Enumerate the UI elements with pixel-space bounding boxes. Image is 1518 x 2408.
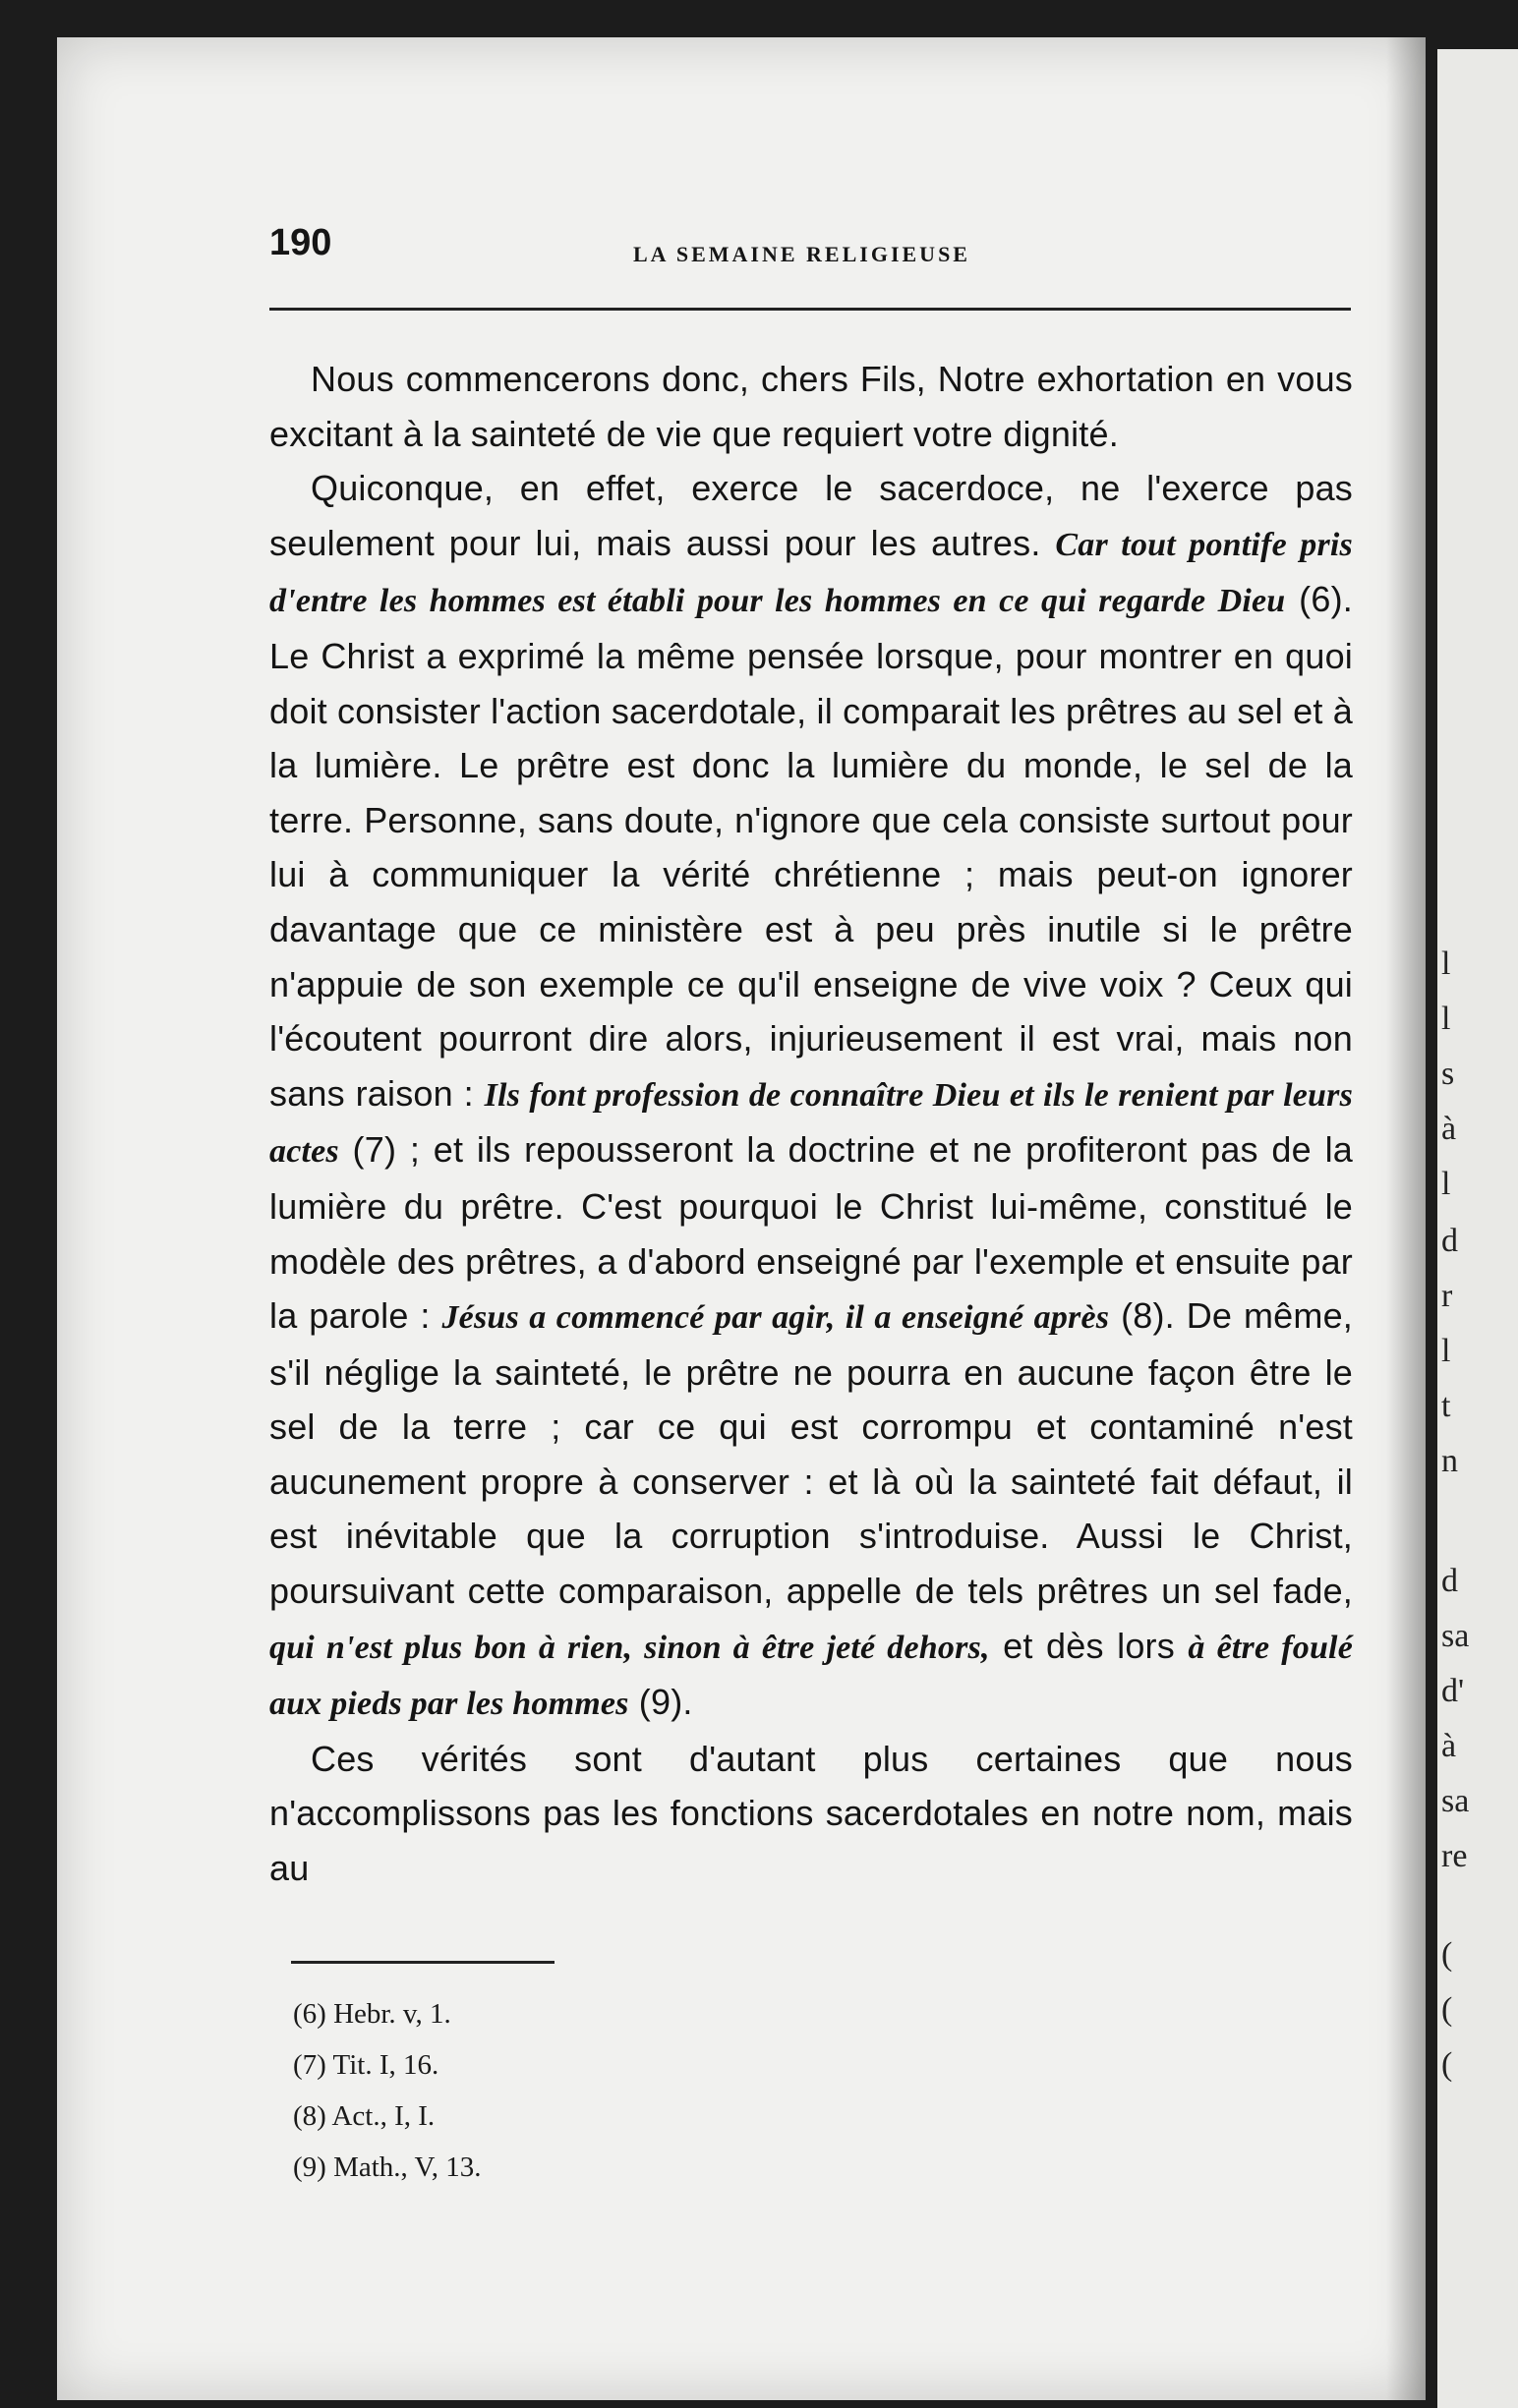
text-run: (8). De même, s'il néglige la sainteté, le prêtre ne pourra en aucune façon être le sel de la terre ; car ce qui est corrompu et contaminé n'est aucunement propre à conserver : et là où la sainteté fait défaut, il est inévitable que la corruption s'introduise. Aussi le Christ, poursuivant cette comparaison, appelle de tels prêtres un sel fade, <box>269 1295 1354 1612</box>
page-gutter-shadow <box>1386 37 1426 2400</box>
footnote: (7) Tit. I, 16. <box>293 2049 439 2081</box>
body-text <box>269 352 1353 1896</box>
header-rule <box>269 308 1351 311</box>
edge-letter: ( <box>1441 2046 1453 2083</box>
edge-letter: d <box>1441 1563 1458 1599</box>
edge-letter: d' <box>1441 1673 1465 1709</box>
italic-quote: Ils font profession de connaître Dieu et ils le renient par leurs actes <box>269 1076 1353 1171</box>
italic-quote: à être foulé aux pieds par les hommes <box>269 1629 1353 1723</box>
edge-letter: l <box>1441 1333 1451 1369</box>
footnote: (8) Act., I, I. <box>293 2100 436 2132</box>
text-run: (7) ; et ils repousseront la doctrine et ne profiteront pas de la lumière du prêtre. C'est pourquoi le Christ lui-même, constitué le modèle des prêtres, a d'abord enseigné par l'exemple et ensuite par la parole : <box>269 1129 1353 1337</box>
edge-letter: à <box>1441 1111 1457 1147</box>
edge-letter: d <box>1441 1223 1458 1259</box>
text-run: Ces vérités sont d'autant plus certaines que nous n'accomplissons pas les fonctions sacerdotales en notre nom, mais au <box>269 1738 1353 1889</box>
footnote-rule <box>291 1961 555 1964</box>
edge-letter: r <box>1441 1278 1453 1314</box>
text-run: Quiconque, en effet, exerce le sacerdoce, ne l'exerce pas seulement pour lui, mais aussi pour les autres. <box>269 468 1353 563</box>
text-run: (6). Le Christ a exprimé la même pensée lorsque, pour montrer en quoi doit consister l'action sacerdotale, il comparait les prêtres au sel et à la lumière. Le prêtre est donc la lumière du monde, le sel de la terre. Personne, sans doute, n'ignore que cela consiste surtout pour lui à communiquer la vérité chrétienne ; mais peut-on ignorer davantage que ce ministère est à peu près inutile si le prêtre n'appuie de son exemple ce qu'il enseigne de vive voix ? Ceux qui l'écoutent pourront dire alors, injurieusement il est vrai, mais non sans raison : <box>269 579 1354 1114</box>
italic-quote: Car tout pontife pris d'entre les hommes est établi pour les hommes en ce qui regarde Dieu <box>269 526 1353 620</box>
text-run: et dès lors <box>989 1625 1189 1666</box>
footnote: (9) Math., V, 13. <box>293 2151 482 2183</box>
edge-letter: t <box>1441 1388 1451 1424</box>
running-title: LA SEMAINE RELIGIEUSE <box>633 242 970 266</box>
italic-quote: qui n'est plus bon à rien, sinon à être jeté dehors, <box>269 1629 990 1666</box>
edge-letter: sa <box>1441 1618 1470 1654</box>
footnote: (6) Hebr. v, 1. <box>293 1998 451 2030</box>
text-run: Nous commencerons donc, chers Fils, Notre exhortation en vous excitant à la sainteté de vie que requiert votre dignité. <box>269 359 1353 454</box>
paragraph <box>269 1732 1353 1896</box>
paragraph <box>269 352 1353 461</box>
paragraph <box>269 461 1353 1732</box>
edge-letter: s <box>1441 1056 1455 1092</box>
edge-letter: n <box>1441 1443 1458 1479</box>
edge-letter: ( <box>1441 1936 1453 1973</box>
text-run: (9). <box>628 1682 693 1723</box>
edge-letter: l <box>1441 946 1451 982</box>
page-number: 190 <box>269 222 332 263</box>
edge-letter: re <box>1441 1838 1468 1874</box>
edge-letter: ( <box>1441 1991 1453 2028</box>
adjacent-page-edge <box>1437 49 1518 2408</box>
edge-letter: à <box>1441 1728 1457 1764</box>
edge-letter: sa <box>1441 1783 1470 1819</box>
edge-letter: l <box>1441 1001 1451 1037</box>
italic-quote: Jésus a commencé par agir, il a enseigné après <box>441 1299 1110 1337</box>
page-header <box>269 222 1351 281</box>
edge-letter: l <box>1441 1166 1451 1202</box>
footnotes <box>293 1988 481 2193</box>
